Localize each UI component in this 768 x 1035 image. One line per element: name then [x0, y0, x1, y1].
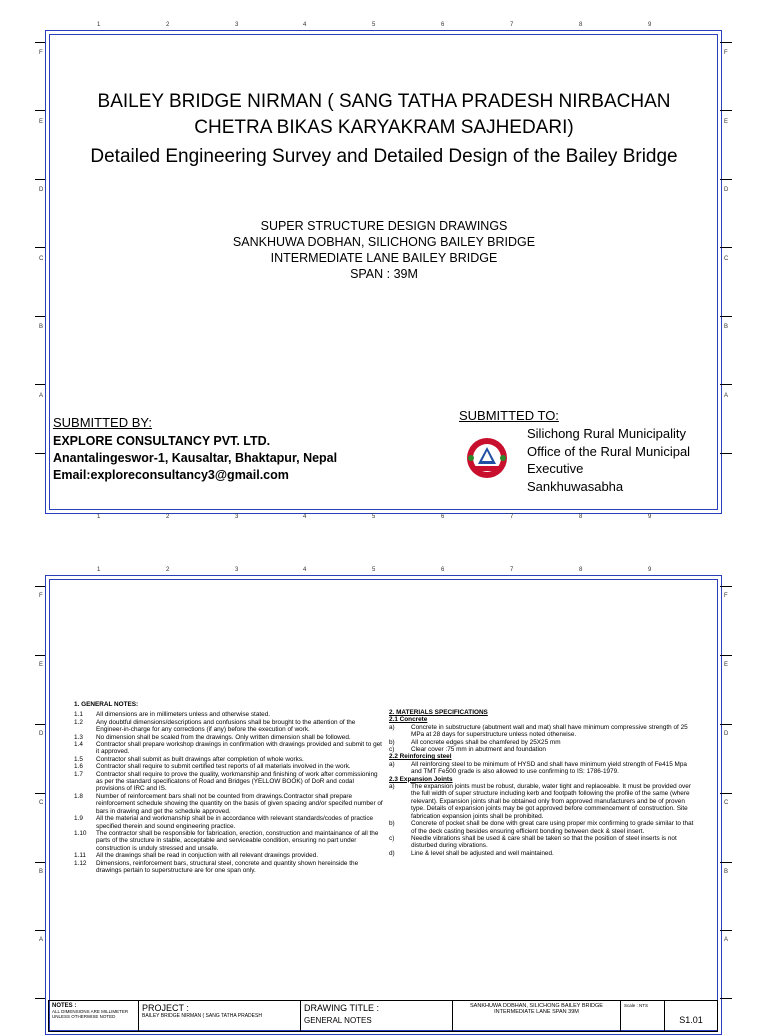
reinforcing-steel-title: 2.2 Reinforcing steel	[389, 753, 452, 761]
grid-row-label: E	[39, 119, 44, 125]
note-number: 1.10	[74, 829, 87, 837]
list-item	[74, 793, 384, 815]
note-text: All dimensions are in millimeters unless and otherwise stated.	[96, 711, 271, 719]
grid-col-label: 9	[648, 567, 652, 573]
grid-col-label: 3	[235, 514, 239, 520]
item-text: Concrete in substructure (abutment wall and mat) shall have minimum compressive strength of 25 MPa at 28 days for superstructure unless noted otherwise.	[411, 723, 688, 739]
grid-row-label: B	[724, 324, 729, 330]
client-block	[527, 425, 690, 495]
grid-col-label: 4	[303, 567, 307, 573]
grid-row-label: F	[724, 593, 728, 599]
client-line-2: Office of the Rural Municipal	[527, 443, 691, 459]
grid-col-label: 2	[166, 22, 170, 28]
note-text: All the drawings shall be read in conjuction with all relevant drawings provided.	[96, 852, 319, 860]
item-text: Line & level shall be adjusted and well maintained.	[411, 849, 554, 857]
title-block-bridge	[453, 1001, 621, 1031]
grid-row-label: C	[724, 800, 729, 806]
note-text: Number of reinforcement bars shall not be counted from drawings.Contractor shall prepare reinforcement schedule showing the quantity on the basis of given spacing and/or specifed number of bars in drawing and get the schedule approved.	[96, 792, 383, 815]
client-line-4: Sankhuwasabha	[527, 478, 624, 494]
grid-row-label: D	[39, 731, 44, 737]
title-block-sheet-number	[665, 1001, 717, 1031]
note-number: 1.8	[74, 792, 83, 800]
grid-row-label: D	[724, 187, 729, 193]
submitted-to-label: SUBMITTED TO:	[459, 408, 559, 423]
grid-row-label: D	[39, 187, 44, 193]
subtitle-line-3: INTERMEDIATE LANE BAILEY BRIDGE	[270, 251, 498, 265]
grid-col-label: 9	[648, 22, 652, 28]
general-notes-title: 1. GENERAL NOTES:	[74, 701, 139, 708]
grid-row-label: E	[724, 119, 729, 125]
grid-row-label: A	[39, 937, 44, 943]
title-block-scale	[621, 1001, 665, 1031]
list-item	[389, 850, 699, 857]
note-text: Contractor shall prepare workshop drawings in confirmation with drawings provided and submit to get it approved.	[96, 741, 382, 756]
concrete-title: 2.1 Concrete	[389, 716, 428, 724]
list-item	[74, 860, 384, 875]
consultant-email: Email:exploreconsultancy3@gmail.com	[53, 468, 289, 482]
grid-col-label: 5	[372, 22, 376, 28]
project-text: BAILEY BRIDGE NIRMAN ( SANG TATHA PRADESH	[142, 1013, 262, 1019]
item-text: Needle vibrations shall be used & care shall be taken so that the position of steel inserts is not disturbed during vibrations.	[411, 834, 677, 850]
list-item	[389, 739, 699, 746]
grid-col-label: 1	[97, 567, 101, 573]
materials-specifications	[389, 709, 699, 857]
list-item	[74, 771, 384, 793]
title-block-project	[139, 1001, 301, 1031]
expansion-joints-title: 2.3 Expansion Joints	[389, 775, 453, 783]
grid-row-label: A	[724, 937, 729, 943]
scale-label: Scale : NTS	[624, 1003, 649, 1008]
grid-col-label: 5	[372, 514, 376, 520]
grid-col-label: 8	[579, 567, 583, 573]
note-number: 1.7	[74, 770, 83, 778]
note-number: 1.3	[74, 733, 83, 741]
note-text: Contractor shall require to prove the quality, workmanship and finishing of work after commissioning as per the standard specificatons of Road and Bridges (YELLOW BOOK) of DoR and codal provisions of IRC and IS.	[96, 770, 378, 793]
note-text: Contractor shall require to submit certified test reports of all materials involved in the work.	[96, 763, 351, 771]
grid-row-label: E	[724, 662, 729, 668]
note-number: 1.6	[74, 763, 83, 771]
title-block-notes	[49, 1001, 139, 1031]
drawing-title-label: DRAWING TITLE :	[304, 1003, 380, 1013]
item-letter: a)	[389, 760, 395, 768]
list-item	[74, 719, 384, 734]
grid-col-label: 9	[648, 514, 652, 520]
title-block	[48, 1000, 718, 1032]
grid-row-label: B	[39, 324, 44, 330]
grid-col-label: 6	[441, 22, 445, 28]
project-title-line-2: CHETRA BIKAS KARYAKRAM SAJHEDARI)	[194, 117, 574, 138]
project-title-line-1: BAILEY BRIDGE NIRMAN ( SANG TATHA PRADESH NIRBACHAN	[97, 91, 671, 112]
note-number: 1.4	[74, 741, 83, 749]
project-label: PROJECT :	[142, 1003, 189, 1013]
grid-col-label: 5	[372, 567, 376, 573]
grid-col-label: 2	[166, 567, 170, 573]
bridge-line-1: SANKHUWA DOBHAN, SILICHONG BAILEY BRIDGE	[470, 1003, 603, 1009]
grid-row-label: F	[39, 593, 43, 599]
grid-col-label: 7	[510, 514, 514, 520]
drawing-title-text: GENERAL NOTES	[304, 1016, 372, 1025]
notes-label: NOTES :	[52, 1003, 77, 1009]
grid-col-label: 3	[235, 567, 239, 573]
note-number: 1.2	[74, 718, 83, 726]
item-text: All concrete edges shall be chamfered by 25X25 mm	[411, 738, 561, 746]
list-item	[389, 761, 699, 776]
notes-text: ALL DIMENSIONS ARE MILLIMETER UNLESS OTHERWISE NOTED	[52, 1009, 129, 1019]
grid-col-label: 6	[441, 514, 445, 520]
grid-col-label: 6	[441, 567, 445, 573]
item-letter: b)	[389, 738, 395, 746]
grid-row-label: A	[39, 393, 44, 399]
client-line-3: Executive	[527, 461, 584, 476]
subtitle-line-1: SUPER STRUCTURE DESIGN DRAWINGS	[260, 219, 508, 233]
note-number: 1.11	[74, 852, 86, 860]
list-item	[74, 830, 384, 852]
general-notes-sheet	[0, 560, 768, 1024]
grid-col-label: 7	[510, 567, 514, 573]
grid-row-label: F	[724, 50, 728, 56]
item-letter: a)	[389, 783, 395, 791]
list-item	[389, 820, 699, 835]
list-item	[74, 734, 384, 741]
list-item	[389, 783, 699, 820]
project-title-line-3: Detailed Engineering Survey and Detailed Design of the Bailey Bridge	[90, 146, 678, 167]
grid-col-label: 8	[579, 22, 583, 28]
bridge-line-2: INTERMEDIATE LANE SPAN 39M	[494, 1009, 579, 1015]
grid-row-label: B	[39, 869, 44, 875]
item-text: The expansion joints must be robust, durable, water tight and replaceable. It must be provided over the full width of super structure including kerb and footpath following the profile of the same (where relevant). Expansion joints shall be obtained only from approved manufacturers and be of proven type. Details of expansion joints may be got approved before commencement of construction. Site fabrication expansion joints shall be prohibited.	[411, 783, 691, 820]
note-text: Dimensions, reinforcement bars, structural steel, concrete and quantity shown hereinside the drawings pertain to superstructure are for one span only.	[96, 859, 359, 874]
consultant-address: Anantalingeswor-1, Kausaltar, Bhaktapur, Nepal	[53, 451, 338, 465]
list-item	[74, 711, 384, 718]
note-number: 1.5	[74, 755, 83, 763]
grid-row-label: F	[39, 50, 43, 56]
grid-col-label: 8	[579, 514, 583, 520]
grid-row-label: C	[724, 256, 729, 262]
grid-col-label: 7	[510, 22, 514, 28]
consultant-block	[53, 433, 337, 484]
grid-col-label: 4	[303, 514, 307, 520]
item-letter: a)	[389, 723, 395, 731]
note-number: 1.1	[74, 711, 83, 719]
grid-row-label: B	[724, 869, 729, 875]
item-letter: b)	[389, 820, 395, 828]
item-text: Clear cover :75 mm in abutment and foundation	[411, 746, 546, 754]
consultant-name: EXPLORE CONSULTANCY PVT. LTD.	[53, 434, 271, 448]
grid-col-label: 3	[235, 22, 239, 28]
client-line-1: Silichong Rural Municipality	[527, 426, 686, 441]
subtitle-line-2: SANKHUWA DOBHAN, SILICHONG BAILEY BRIDGE	[232, 235, 536, 249]
note-text: The contractor shall be responsible for fabrication, erection, construction and maintainance of all the parts of the structure in stable, acceptable and serviceable condition, ensuring no part under construction is unduly stressed and unsafe.	[96, 829, 379, 852]
item-letter: c)	[389, 746, 395, 754]
grid-col-label: 2	[166, 514, 170, 520]
note-number: 1.9	[74, 815, 83, 823]
list-item	[389, 746, 699, 753]
note-text: All the material and workmanship shall be in accordance with relevant standards/codes of practice specified therein and sound engineering practice.	[96, 815, 374, 830]
item-letter: c)	[389, 834, 395, 842]
item-text: Concrete of pocket shall be done with great care using proper mix confirming to grade similar to that of the deck casting besides ensuring efficient bonding between deck & steel insert.	[411, 820, 694, 835]
list-item	[74, 756, 384, 763]
grid-col-label: 4	[303, 22, 307, 28]
list-item	[74, 815, 384, 830]
list-item	[74, 741, 384, 756]
note-text: No dimension shall be scaled from the drawings. Only written dimension shall be followed.	[96, 733, 351, 741]
municipality-emblem-icon	[465, 436, 509, 480]
grid-col-label: 1	[97, 22, 101, 28]
subtitle-line-4: SPAN : 39M	[350, 267, 418, 281]
note-text: Any doubtful dimensions/descriptions and confusions shall be brought to the attention of the Engineer-in-charge for any corrections (if any) before the execution of work.	[96, 718, 356, 734]
materials-title: 2. MATERIALS SPECIFICATIONS	[389, 709, 488, 716]
grid-col-label: 1	[97, 514, 101, 520]
note-number: 1.12	[74, 859, 87, 867]
grid-row-label: C	[39, 800, 44, 806]
grid-row-label: A	[724, 393, 729, 399]
general-notes	[74, 701, 384, 874]
list-item	[74, 852, 384, 859]
grid-row-label: D	[724, 731, 729, 737]
grid-row-label: E	[39, 662, 44, 668]
list-item	[389, 835, 699, 850]
item-text: All reinforcing steel to be minimum of HYSD and shall have minimum yield strength of Fe415 Mpa and TMT Fe500 grade is also allowed to use confirming to IS: 1786-1979.	[411, 760, 687, 776]
list-item	[389, 724, 699, 739]
submitted-by-label: SUBMITTED BY:	[53, 415, 152, 430]
sheet-number: S1.01	[679, 1015, 703, 1025]
note-text: Contractor shall submit as built drawings after completion of whole works.	[96, 755, 304, 763]
item-letter: d)	[389, 849, 395, 857]
list-item	[74, 763, 384, 770]
title-block-drawing-title	[301, 1001, 453, 1031]
grid-row-label: C	[39, 256, 44, 262]
